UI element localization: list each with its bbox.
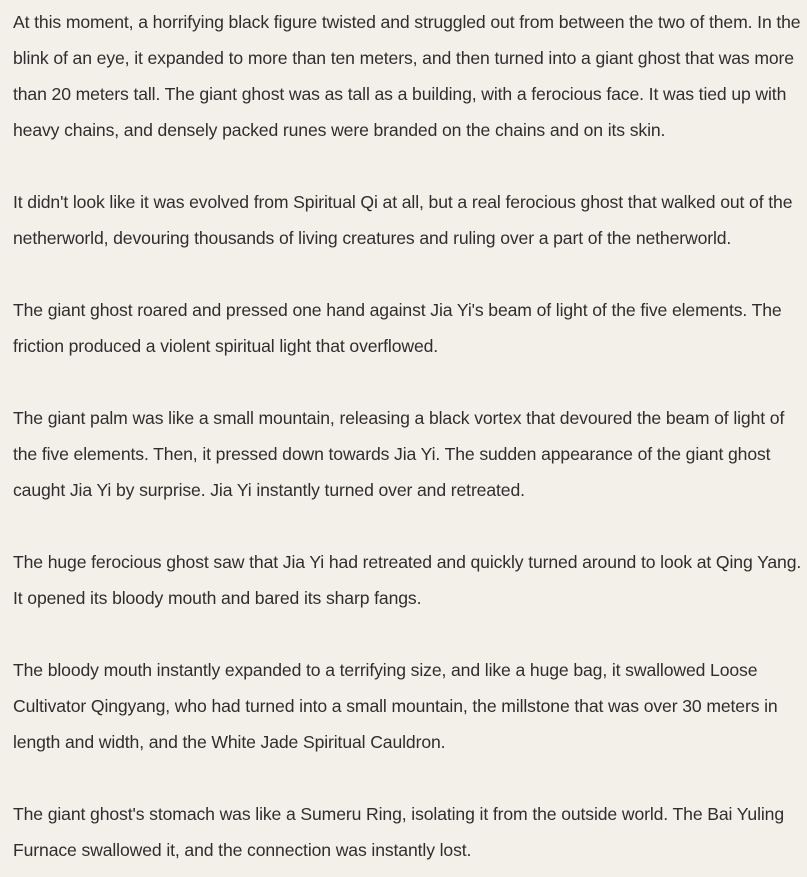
paragraph: It didn't look like it was evolved from Spiritual Qi at all, but a real ferocious ghost that walked out of the netherworld, devouring thousands of living creatures and ruling over a part of the netherworld. <box>13 192 793 248</box>
paragraph: The giant ghost roared and pressed one hand against Jia Yi's beam of light of the five elements. The friction produced a violent spiritual light that overflowed. <box>13 300 782 356</box>
paragraph: The bloody mouth instantly expanded to a terrifying size, and like a huge bag, it swallowed Loose Cultivator Qingyang, who had turned into a small mountain, the millstone that was over 30 meters in length and width, and the White Jade Spiritual Cauldron. <box>13 660 778 752</box>
paragraph: The giant ghost's stomach was like a Sumeru Ring, isolating it from the outside world. The Bai Yuling Furnace swallowed it, and the connection was instantly lost. <box>13 804 784 860</box>
paragraph: The huge ferocious ghost saw that Jia Yi had retreated and quickly turned around to look at Qing Yang. It opened its bloody mouth and bared its sharp fangs. <box>13 552 802 608</box>
paragraph: At this moment, a horrifying black figure twisted and struggled out from between the two of them. In the blink of an eye, it expanded to more than ten meters, and then turned into a giant ghost that was more than 20 meters tall. The giant ghost was as tall as a building, with a ferocious face. It was tied up with heavy chains, and densely packed runes were branded on the chains and on its skin. <box>13 12 801 140</box>
paragraph: The giant palm was like a small mountain, releasing a black vortex that devoured the beam of light of the five elements. Then, it pressed down towards Jia Yi. The sudden appearance of the giant ghost caught Jia Yi by surprise. Jia Yi instantly turned over and retreated. <box>13 408 785 500</box>
